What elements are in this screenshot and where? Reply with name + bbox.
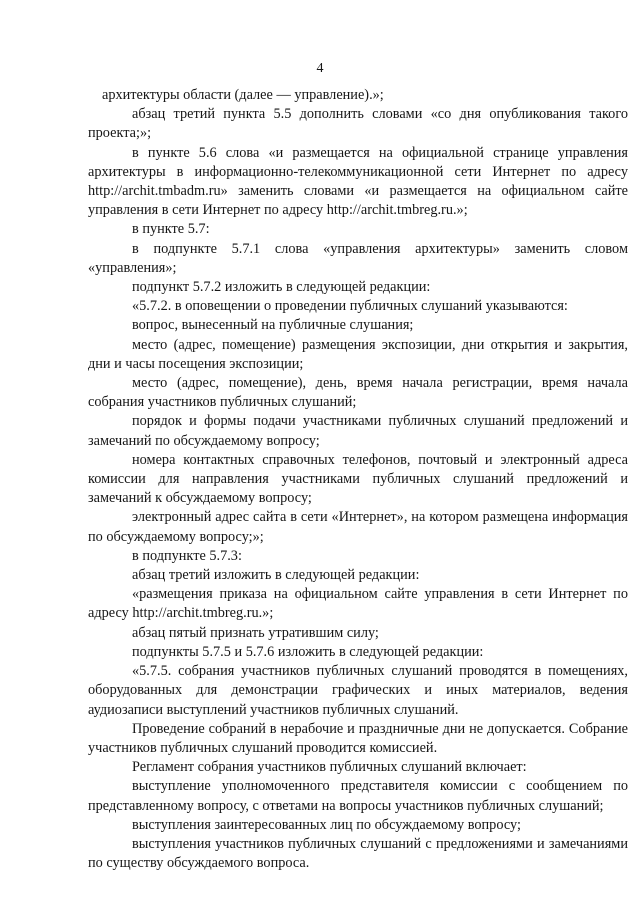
- paragraph: подпункт 5.7.2 изложить в следующей редакции:: [132, 279, 431, 296]
- paragraph: в пункте 5.6 слова «и размещается на официальной странице управления архитектуры в информационно-телекоммуникационной сети Интернет по адресу http://archit.tmbadm.ru» заменить словами «и размещается на официальном сайте управления в сети Интернет по адресу http://archit.tmbreg.ru.»;: [88, 144, 628, 219]
- paragraph: абзац пятый признать утратившим силу;: [132, 624, 379, 641]
- paragraph: «5.7.5. собрания участников публичных слушаний проводятся в помещениях, оборудованных для демонстрации графических и иных материалов, ведения аудиозаписи выступлений участников публичных слушаний.: [88, 663, 628, 718]
- paragraph: порядок и формы подачи участниками публичных слушаний предложений и замечаний по обсуждаемому вопросу;: [88, 413, 628, 449]
- paragraph: «5.7.2. в оповещении о проведении публичных слушаний указываются:: [132, 298, 568, 315]
- paragraph: «размещения приказа на официальном сайте управления в сети Интернет по адресу http://archit.tmbreg.ru.»;: [88, 586, 628, 622]
- paragraph: выступление уполномоченного представителя комиссии с сообщением по представленному вопросу, с ответами на вопросы участников публичных слушаний;: [88, 778, 628, 814]
- paragraph: электронный адрес сайта в сети «Интернет», на котором размещена информация по обсуждаемому вопросу;»;: [88, 509, 628, 545]
- paragraph: подпункты 5.7.5 и 5.7.6 изложить в следующей редакции:: [132, 643, 484, 660]
- paragraph: в пункте 5.7:: [132, 221, 210, 238]
- paragraph: абзац третий пункта 5.5 дополнить словами «со дня опубликования такого проекта;»;: [88, 106, 628, 142]
- paragraph: абзац третий изложить в следующей редакции:: [132, 567, 420, 584]
- page-number: 4: [316, 61, 324, 76]
- paragraph: вопрос, вынесенный на публичные слушания;: [132, 317, 414, 334]
- paragraph: выступления участников публичных слушаний с предложениями и замечаниями по существу обсуждаемого вопроса.: [88, 835, 628, 872]
- paragraph: номера контактных справочных телефонов, почтовый и электронный адреса комиссии для направления участниками публичных слушаний предложений и замечаний к обсуждаемому вопросу;: [88, 451, 628, 507]
- paragraph: Регламент собрания участников публичных слушаний включает:: [132, 759, 527, 776]
- paragraph: место (адрес, помещение) размещения экспозиции, дни открытия и закрытия, дни и часы посещения экспозиции;: [88, 336, 628, 372]
- paragraph: место (адрес, помещение), день, время начала регистрации, время начала собрания участников публичных слушаний;: [88, 375, 628, 411]
- document-body: [88, 86, 628, 873]
- paragraph: Проведение собраний в нерабочие и праздничные дни не допускается. Собрание участников публичных слушаний проводится комиссией.: [88, 720, 628, 756]
- paragraph: архитектуры области (далее — управление).»;: [102, 87, 384, 103]
- paragraph: в подпункте 5.7.3:: [132, 547, 242, 564]
- paragraph: выступления заинтересованных лиц по обсуждаемому вопросу;: [132, 816, 521, 833]
- paragraph: в подпункте 5.7.1 слова «управления архитектуры» заменить словом «управления»;: [88, 240, 628, 276]
